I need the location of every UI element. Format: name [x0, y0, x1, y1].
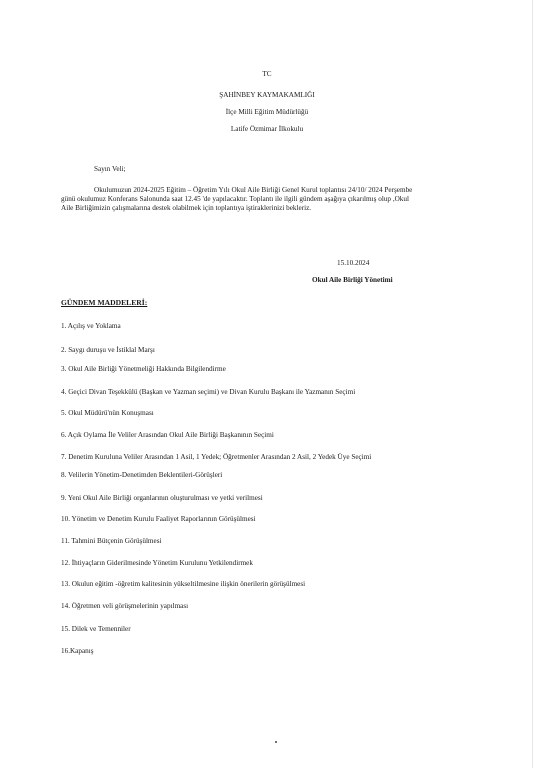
agenda-item: 16.Kapanış [61, 647, 94, 655]
scan-edge [532, 0, 533, 768]
letter-body-line-3: Aile Birliğimizin çalışmalarına destek olabilmek için toplantıya iştiraklerinizi bekleriz. [61, 204, 312, 212]
agenda-item: 7. Denetim Kuruluna Veliler Arasından 1 Asil, 1 Yedek; Öğretmenler Arasından 2 Asil, 2 Yedek Üye Seçimi [61, 453, 372, 461]
agenda-item: 1. Açılış ve Yoklama [61, 322, 121, 330]
scan-speck [275, 741, 277, 743]
agenda-item: 5. Okul Müdürü'nün Konuşması [61, 409, 154, 417]
header-directorate: İlçe Milli Eğitim Müdürlüğü [225, 108, 309, 116]
agenda-item: 4. Geçici Divan Teşekkülü (Başkan ve Yazman seçimi) ve Divan Kurulu Başkanı ile Yazmanın Seçimi [61, 388, 356, 396]
agenda-item: 12. İhtiyaçların Giderilmesinde Yönetim Kurulunu Yetkilendirmek [61, 559, 253, 567]
header-district-governorship: ŞAHİNBEY KAYMAKAMLIĞI [219, 91, 315, 99]
agenda-item: 2. Saygı duruşu ve İstiklal Marşı [61, 346, 155, 354]
agenda-item: 15. Dilek ve Temenniler [61, 625, 131, 633]
header-country: TC [262, 70, 272, 78]
agenda-item: 14. Öğretmen veli görüşmelerinin yapılması [61, 602, 189, 610]
agenda-heading: GÜNDEM MADDELERİ: [61, 298, 148, 307]
agenda-item: 3. Okul Aile Birliği Yönetmeliği Hakkında Bilgilendirme [61, 365, 226, 373]
agenda-item: 6. Açık Oylama İle Veliler Arasından Okul Aile Birliği Başkanının Seçimi [61, 431, 274, 439]
letter-body-line-2: günü okulumuz Konferans Salonunda saat 12.45 'de yapılacaktır. Toplantı ile ilgili gündem aşağıya çıkarılmış olup ,Okul [61, 195, 409, 203]
letter-salutation: Sayın Veli; [94, 165, 126, 173]
letter-body-line-1: Okulumuzun 2024-2025 Eğitim – Öğretim Yılı Okul Aile Birliği Genel Kurul toplantısı 24/10/ 2024 Perşembe [94, 186, 413, 194]
letter-date: 15.10.2024 [337, 259, 370, 267]
agenda-item: 8. Velilerin Yönetim-Denetimden Beklentileri-Görüşleri [61, 471, 223, 479]
agenda-item: 9. Yeni Okul Aile Birliği organlarının oluşturulması ve yetki verilmesi [61, 494, 263, 502]
agenda-item: 10. Yönetim ve Denetim Kurulu Faaliyet Raporlarının Görüşülmesi [61, 515, 256, 523]
agenda-item: 11. Tahmini Bütçenin Görüşülmesi [61, 537, 162, 545]
agenda-item: 13. Okulun eğitim -öğretim kalitesinin yükseltilmesine ilişkin önerilerin görüşülmesi [61, 580, 306, 588]
letter-signature: Okul Aile Birliği Yönetimi [312, 276, 393, 284]
header-school-name: Latife Özmimar İlkokulu [230, 125, 304, 133]
